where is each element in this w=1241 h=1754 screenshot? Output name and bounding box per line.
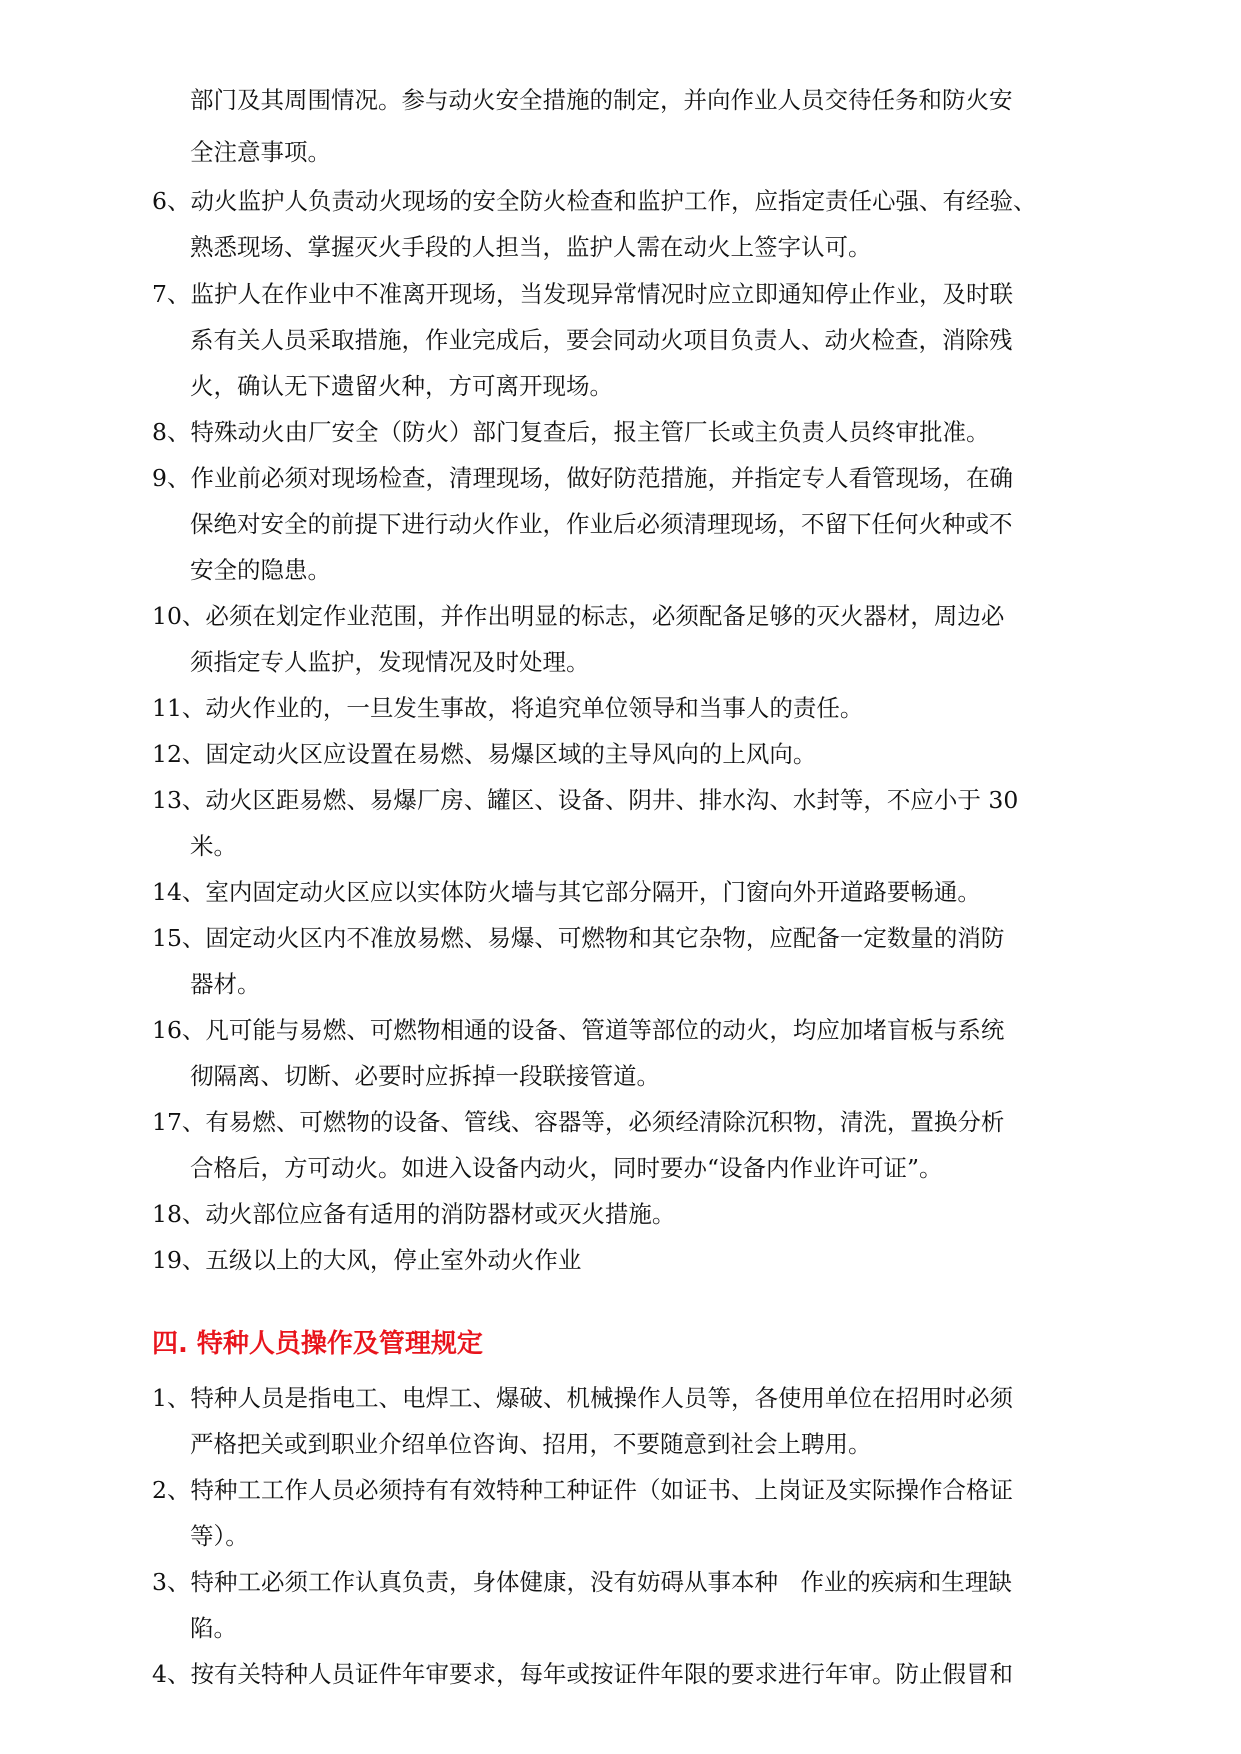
- s4-item-1-line-1: [152, 1383, 1013, 1413]
- item-text: 凡可能与易燃、可燃物相通的设备、管道等部位的动火，均应加堵盲板与系统: [205, 1016, 1005, 1044]
- item-text: 按有关特种人员证件年审要求，每年或按证件年限的要求进行年审。防止假冒和: [190, 1660, 1013, 1688]
- item-text: 特种工必须工作认真负责，身体健康，没有妨碍从事本种 作业的疾病和生理缺: [190, 1568, 1012, 1596]
- item-number: 15、: [152, 924, 206, 952]
- item-13-line-2: 米。: [190, 832, 237, 860]
- item-text: 室内固定动火区应以实体防火墙与其它部分隔开，门窗向外开道路要畅通。: [205, 878, 981, 906]
- item-6-line-1: [152, 186, 1036, 216]
- item-text: 动火区距易燃、易爆厂房、罐区、设备、阴井、排水沟、水封等，不应小于 30: [205, 786, 1019, 814]
- s4-item-3-line-1: [152, 1567, 1012, 1597]
- item-number: 8、: [152, 418, 191, 446]
- item-19-line-1: [152, 1245, 581, 1275]
- item-18-line-1: [152, 1199, 675, 1229]
- item-number: 18、: [152, 1200, 206, 1228]
- item-12-line-1: [152, 739, 816, 769]
- item-number: 12、: [152, 740, 206, 768]
- item-17-line-1: [152, 1107, 1004, 1137]
- item-number: 6、: [152, 187, 191, 215]
- item-7-line-1: [152, 279, 1013, 309]
- item-8-line-1: [152, 417, 989, 447]
- item-9-line-2: 保绝对安全的前提下进行动火作业，作业后必须清理现场，不留下任何火种或不: [190, 510, 1013, 538]
- item-17-line-2: 合格后，方可动火。如进入设备内动火，同时要办“设备内作业许可证”。: [190, 1154, 943, 1182]
- item-14-line-1: [152, 877, 981, 907]
- item-number: 3、: [152, 1568, 191, 1596]
- item-number: 9、: [152, 464, 191, 492]
- item-number: 14、: [152, 878, 206, 906]
- item-text: 动火部位应备有适用的消防器材或灭火措施。: [205, 1200, 676, 1228]
- section-heading: 四. 特种人员操作及管理规定: [152, 1329, 483, 1359]
- item-text: 有易燃、可燃物的设备、管线、容器等，必须经清除沉积物，清洗，置换分析: [205, 1108, 1005, 1136]
- item-number: 16、: [152, 1016, 206, 1044]
- s4-item-3-line-2: 陷。: [190, 1614, 237, 1642]
- item-15-line-2: 器材。: [190, 970, 261, 998]
- item-number: 19、: [152, 1246, 206, 1274]
- item-number: 17、: [152, 1108, 206, 1136]
- item-text: 固定动火区应设置在易燃、易爆区域的主导风向的上风向。: [205, 740, 817, 768]
- item-number: 2、: [152, 1476, 191, 1504]
- item-text: 特种工工作人员必须持有有效特种工种证件（如证书、上岗证及实际操作合格证: [190, 1476, 1013, 1504]
- item-text: 特殊动火由厂安全（防火）部门复查后，报主管厂长或主负责人员终审批准。: [190, 418, 990, 446]
- item-number: 1、: [152, 1384, 191, 1412]
- item-16-line-1: [152, 1015, 1004, 1045]
- item-7-line-3: 火，确认无下遗留火种，方可离开现场。: [190, 372, 613, 400]
- item-9-line-3: 安全的隐患。: [190, 556, 331, 584]
- item-text: 动火监护人负责动火现场的安全防火检查和监护工作，应指定责任心强、有经验、: [190, 187, 1037, 215]
- item-number: 7、: [152, 280, 191, 308]
- s4-item-1-line-2: 严格把关或到职业介绍单位咨询、招用，不要随意到社会上聘用。: [190, 1430, 872, 1458]
- item-6-line-2: 熟悉现场、掌握灭火手段的人担当，监护人需在动火上签字认可。: [190, 233, 872, 261]
- item-number: 13、: [152, 786, 206, 814]
- item-16-line-2: 彻隔离、切断、必要时应拆掉一段联接管道。: [190, 1062, 660, 1090]
- item-5-line-1: 部门及其周围情况。参与动火安全措施的制定，并向作业人员交待任务和防火安: [190, 86, 1013, 114]
- item-15-line-1: [152, 923, 1004, 953]
- s4-item-2-line-2: 等）。: [190, 1522, 249, 1550]
- item-13-line-1: [152, 785, 1018, 815]
- item-number: 4、: [152, 1660, 191, 1688]
- item-9-line-1: [152, 463, 1013, 493]
- item-text: 五级以上的大风，停止室外动火作业: [205, 1246, 582, 1274]
- item-text: 动火作业的，一旦发生事故，将追究单位领导和当事人的责任。: [205, 694, 864, 722]
- item-10-line-1: [152, 601, 1004, 631]
- item-text: 监护人在作业中不准离开现场，当发现异常情况时应立即通知停止作业，及时联: [190, 280, 1013, 308]
- item-text: 特种人员是指电工、电焊工、爆破、机械操作人员等，各使用单位在招用时必须: [190, 1384, 1013, 1412]
- item-text: 作业前必须对现场检查，清理现场，做好防范措施，并指定专人看管现场，在确: [190, 464, 1013, 492]
- item-number: 11、: [152, 694, 206, 722]
- item-text: 必须在划定作业范围，并作出明显的标志，必须配备足够的灭火器材，周边必: [205, 602, 1005, 630]
- s4-item-4-line-1: [152, 1659, 1013, 1689]
- item-text: 固定动火区内不准放易燃、易爆、可燃物和其它杂物，应配备一定数量的消防: [205, 924, 1005, 952]
- item-11-line-1: [152, 693, 863, 723]
- item-7-line-2: 系有关人员采取措施，作业完成后，要会同动火项目负责人、动火检查，消除残: [190, 326, 1013, 354]
- item-number: 10、: [152, 602, 206, 630]
- item-10-line-2: 须指定专人监护，发现情况及时处理。: [190, 648, 590, 676]
- s4-item-2-line-1: [152, 1475, 1013, 1505]
- item-5-line-2: 全注意事项。: [190, 138, 331, 166]
